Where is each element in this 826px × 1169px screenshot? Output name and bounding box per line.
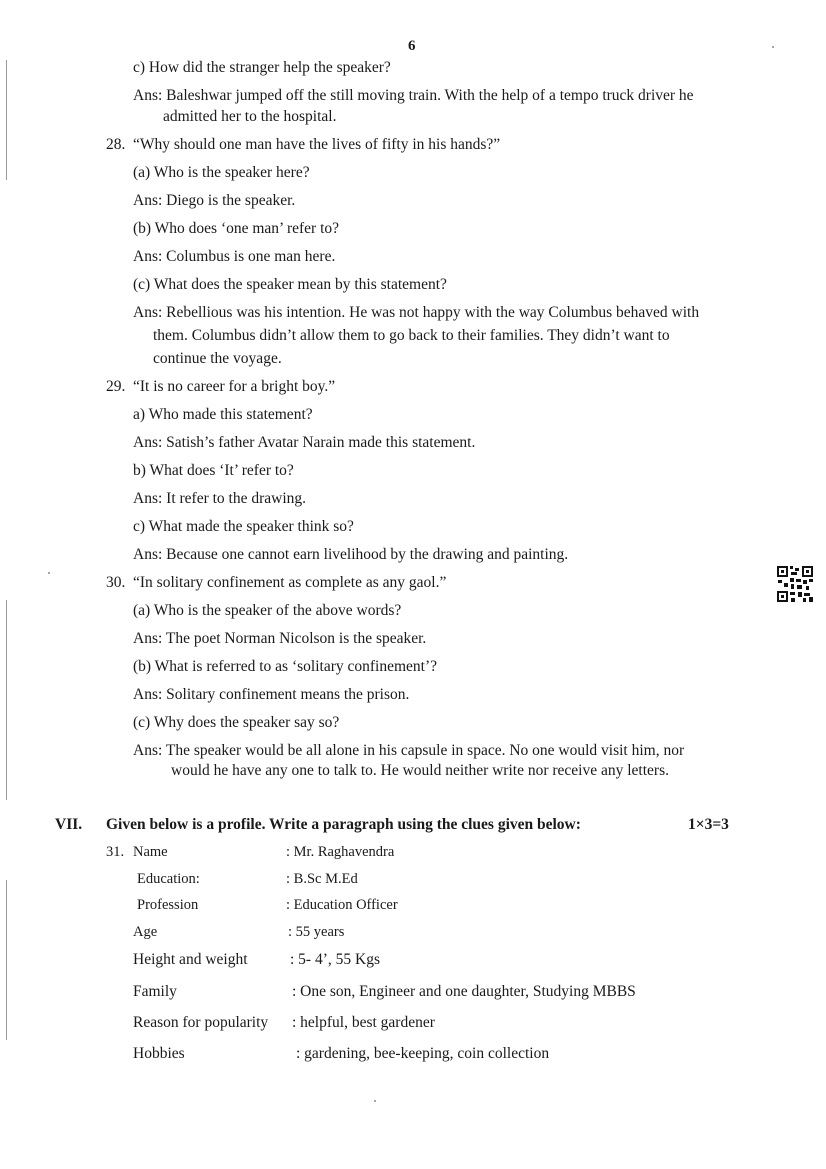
answer-line: Ans: Columbus is one man here.	[133, 248, 336, 265]
profile-value-popularity: : helpful, best gardener	[292, 1014, 435, 1031]
answer-line: admitted her to the hospital.	[163, 108, 337, 125]
question-line: (b) What is referred to as ‘solitary confinement’?	[133, 658, 437, 675]
answer-line: would he have any one to talk to. He would neither write nor receive any letters.	[171, 762, 669, 779]
question-line: b) What does ‘It’ refer to?	[133, 462, 294, 479]
scan-edge-mark	[6, 600, 7, 800]
question-line: (c) Why does the speaker say so?	[133, 714, 340, 731]
answer-line: Ans: Because one cannot earn livelihood by the drawing and painting.	[133, 546, 569, 563]
profile-label-height-weight: Height and weight	[133, 951, 248, 968]
section-number: VII.	[55, 816, 83, 833]
section-marks: 1×3=3	[688, 816, 729, 833]
question-line: c) What made the speaker think so?	[133, 518, 354, 535]
answer-line: Ans: The poet Norman Nicolson is the speaker.	[133, 630, 427, 647]
answer-line: Ans: It refer to the drawing.	[133, 490, 307, 507]
profile-label-hobbies: Hobbies	[133, 1045, 185, 1062]
question-number: 31.	[106, 844, 125, 860]
qr-code-icon	[776, 565, 814, 603]
question-line: (a) Who is the speaker here?	[133, 164, 310, 181]
question-line: a) Who made this statement?	[133, 406, 313, 423]
question-quote: “It is no career for a bright boy.”	[133, 378, 336, 395]
profile-label-popularity: Reason for popularity	[133, 1014, 269, 1031]
profile-label-profession: Profession	[137, 897, 199, 913]
answer-line: continue the voyage.	[153, 350, 282, 367]
question-number: 30.	[106, 574, 126, 591]
question-line: (b) Who does ‘one man’ refer to?	[133, 220, 340, 237]
answer-line: them. Columbus didn’t allow them to go back to their families. They didn’t want to	[153, 327, 670, 344]
profile-value-age: : 55 years	[288, 924, 345, 940]
scan-edge-mark	[6, 880, 7, 1040]
page-number: 6	[408, 38, 416, 54]
scan-speck	[772, 46, 774, 48]
answer-line: Ans: Rebellious was his intention. He was not happy with the way Columbus behaved with	[133, 304, 700, 321]
question-line: c) How did the stranger help the speaker?	[133, 59, 391, 76]
question-quote: “Why should one man have the lives of fifty in his hands?”	[133, 136, 501, 153]
scan-edge-mark	[6, 60, 7, 180]
question-line: (c) What does the speaker mean by this statement?	[133, 276, 447, 293]
profile-value-family: : One son, Engineer and one daughter, Studying MBBS	[292, 983, 636, 1000]
answer-line: Ans: Diego is the speaker.	[133, 192, 296, 209]
section-heading: Given below is a profile. Write a paragraph using the clues given below:	[106, 816, 581, 833]
question-number: 29.	[106, 378, 126, 395]
profile-value-hobbies: : gardening, bee-keeping, coin collection	[296, 1045, 550, 1062]
answer-line: Ans: The speaker would be all alone in his capsule in space. No one would visit him, nor	[133, 742, 685, 759]
question-number: 28.	[106, 136, 126, 153]
profile-value-profession: : Education Officer	[286, 897, 398, 913]
profile-label-name: Name	[133, 844, 168, 860]
answer-line: Ans: Solitary confinement means the prison.	[133, 686, 410, 703]
answer-line: Ans: Satish’s father Avatar Narain made this statement.	[133, 434, 476, 451]
scan-speck	[374, 1100, 376, 1102]
answer-line: Ans: Baleshwar jumped off the still moving train. With the help of a tempo truck driver he	[133, 87, 694, 104]
scan-speck	[48, 572, 50, 574]
profile-value-education: : B.Sc M.Ed	[286, 871, 358, 887]
profile-label-age: Age	[133, 924, 158, 940]
profile-label-family: Family	[133, 983, 177, 1000]
question-quote: “In solitary confinement as complete as any gaol.”	[133, 574, 447, 591]
profile-label-education: Education:	[137, 871, 200, 887]
profile-value-name: : Mr. Raghavendra	[286, 844, 395, 860]
question-line: (a) Who is the speaker of the above words?	[133, 602, 402, 619]
profile-value-height-weight: : 5- 4’, 55 Kgs	[290, 951, 380, 968]
